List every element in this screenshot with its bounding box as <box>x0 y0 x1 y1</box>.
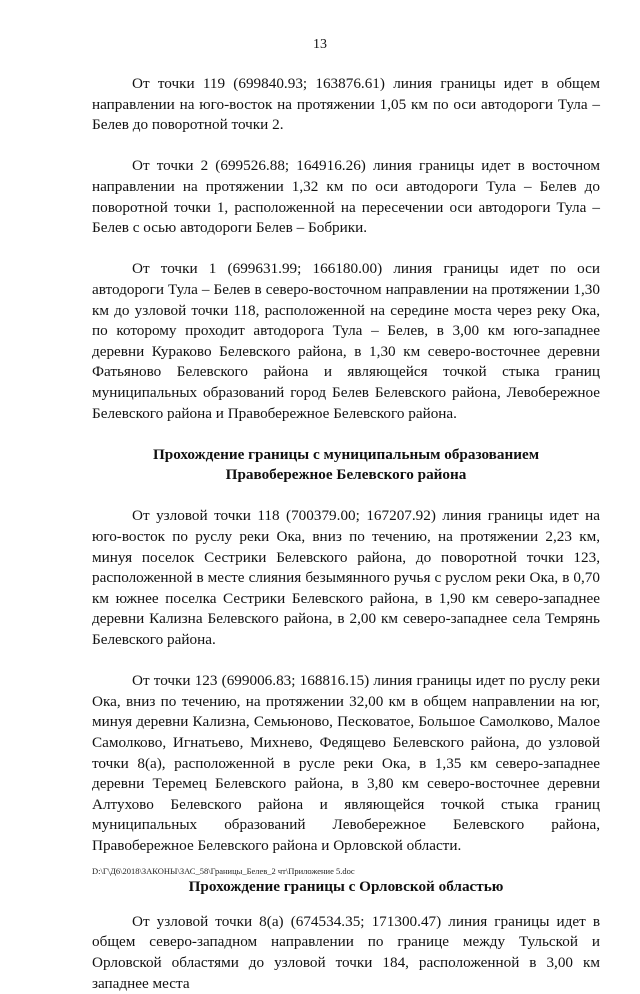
document-body <box>92 74 600 994</box>
paragraph-point-118: От узловой точки 118 (700379.00; 167207.92) линия границы идет на юго-восток по руслу реки Ока, вниз по течению, на протяжении 2,23 км, минуя поселок Сестрики Белевского района, до поворотной точки 123, расположенной в месте слияния безымянного ручья с руслом реки Ока, в 0,70 км южнее поселка Сестрики Белевского района, в 1,90 км северо-западнее деревни Кализна Белевского района, в 2,00 км северо-западнее села Темрянь Белевского района. <box>92 507 600 649</box>
paragraph-point-123: От точки 123 (699006.83; 168816.15) линия границы идет по руслу реки Ока, вниз по течению, на протяжении 32,00 км в общем направлении на юг, минуя деревни Кализна, Семьюново, Песковатое, Большое Самолково, Малое Самолково, Игнатьево, Михнево, Федящево Белевского района, до узловой точки 8(а), расположенной в русле реки Ока, в 1,35 км северо-западнее деревни Теремец Белевского района, в 3,80 км северо-восточнее деревни Алтухово Белевского района и являющейся точкой стыка границ муниципальных образований Левобережное Белевского района, Правобережное Белевского района и Орловской области. <box>92 672 600 854</box>
paragraph-point-2: От точки 2 (699526.88; 164916.26) линия границы идет в восточном направлении на протяжении 1,32 км по оси автодороги Тула – Белев до поворотной точки 1, расположенной на пересечении оси автодороги Тула – Белев с осью автодороги Белев – Бобрики. <box>92 157 600 237</box>
paragraph-point-1: От точки 1 (699631.99; 166180.00) линия границы идет по оси автодороги Тула – Белев в северо-восточном направлении на протяжении 1,30 км до узловой точки 118, расположенной на середине моста через реку Ока, по которому проходит автодорога Тула – Белев, в 3,00 км юго-западнее деревни Кураково Белевского района, в 1,30 км северо-восточнее деревни Фатьяново Белевского района и являющейся точкой стыка границ муниципальных образований город Белев Белевского района, Левобережное Белевского района и Правобережное Белевского района. <box>92 260 600 422</box>
section-heading-orel-region: Прохождение границы с Орловской областью <box>188 878 504 896</box>
section-heading-pravoberezhnoe-line2: Правобережное Белевского района <box>225 466 467 484</box>
paragraph-point-119: От точки 119 (699840.93; 163876.61) линия границы идет в общем направлении на юго-восток на протяжении 1,05 км по оси автодороги Тула – Белев до поворотной точки 2. <box>92 75 600 134</box>
page-number: 13 <box>313 37 327 52</box>
paragraph-point-8a: От узловой точки 8(а) (674534.35; 171300.47) линия границы идет в общем северо-западном направлении по границе между Тульской и Орловской областями до узловой точки 184, расположенной в 3,00 км западнее места <box>92 912 600 992</box>
section-heading-pravoberezhnoe-line1: Прохождение границы с муниципальным образованием <box>152 445 540 463</box>
footer-file-path: D:\Г\Д6\2018\ЗАКОНЫ\ЗАС_58\Границы_Белев_2 чт\Приложение 5.doc <box>92 866 355 876</box>
